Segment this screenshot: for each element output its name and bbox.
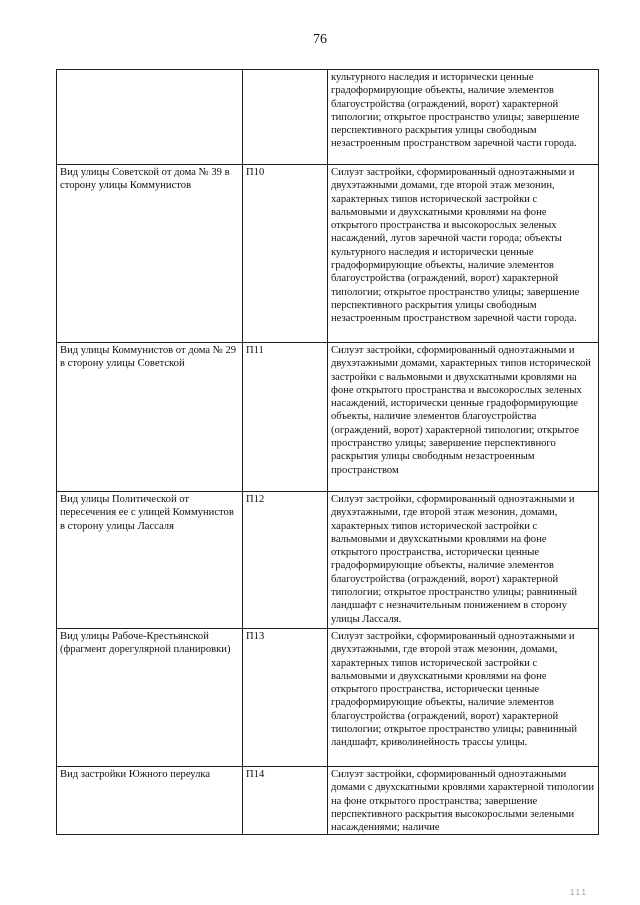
code-cell: П13	[243, 629, 328, 767]
view-cell: Вид улицы Советской от дома № 39 в сторону улицы Коммунистов	[57, 165, 243, 343]
view-cell: Вид улицы Рабоче-Крестьянской (фрагмент дорегулярной планировки)	[57, 629, 243, 767]
table-row	[57, 70, 599, 165]
description-cell: Силуэт застройки, сформированный одноэтажными домами с двухскатными кровлями характерной типологии на фоне открытого пространства; завершение перспективного раскрытия высокорослыми зелеными насаждениями; наличие	[328, 767, 599, 835]
table-row	[57, 767, 599, 835]
description-cell: культурного наследия и исторически ценные градоформирующие объекты, наличие элементов благоустройства (ограждений, ворот) характерной типологии; открытое пространство улицы; завершение перспективного раскрытия улицы свободным незастроенным пространством заречной части города.	[328, 70, 599, 165]
view-cell: Вид улицы Коммунистов от дома № 29 в сторону улицы Советской	[57, 343, 243, 492]
description-cell: Силуэт застройки, сформированный одноэтажными и двухэтажными, где второй этаж мезонин, домами, характерных типов исторической застройки с вальмовыми и двухскатными кровлями на фоне открытого пространства, исторически ценные градоформирующие объекты, наличие элементов благоустройства (ограждений, ворот) характерной типологии; открытое пространство улицы; равнинный ландшафт с незначительным понижением в сторону улицы Лассаля.	[328, 492, 599, 629]
page-number: 76	[313, 32, 327, 47]
table-row	[57, 492, 599, 629]
code-cell: П11	[243, 343, 328, 492]
view-cell: Вид застройки Южного переулка	[57, 767, 243, 835]
description-cell: Силуэт застройки, сформированный одноэтажными и двухэтажными домами, где второй этаж мезонин, характерных типов исторической застройки с вальмовыми и двухскатными кровлями на фоне открытого пространства и высокорослых зеленых насаждений, лугов заречной части города; объекты культурного наследия и исторически ценные градоформирующие объекты, наличие элементов благоустройства (ограждений, ворот) характерной типологии; открытое пространство улицы; завершение перспективного раскрытия улицы свободным незастроенным пространством заречной части города.	[328, 165, 599, 343]
description-cell: Силуэт застройки, сформированный одноэтажными и двухэтажными домами, характерных типов исторической застройки с вальмовыми и двухскатными кровлями на фоне открытого пространства и высокорослых зеленых насаждений, исторически ценные градоформирующие объекты, наличие элементов благоустройства (ограждений, ворот) характерной типологии; открытое пространство улицы; завершение перспективного раскрытия улицы свободным незастроенным пространством	[328, 343, 599, 492]
view-cell	[57, 70, 243, 165]
code-cell: П14	[243, 767, 328, 835]
views-table	[56, 69, 599, 835]
description-cell: Силуэт застройки, сформированный одноэтажными и двухэтажными, где второй этаж мезонин, домами, характерных типов исторической застройки с вальмовыми и двухскатными кровлями на фоне открытого пространства, исторически ценные градоформирующие объекты, наличие элементов благоустройства (ограждений, ворот) характерной типологии; открытое пространство улицы; равнинный ландшафт, криволинейность трассы улицы.	[328, 629, 599, 767]
view-cell: Вид улицы Политической от пересечения ее с улицей Коммунистов в сторону улицы Лассаля	[57, 492, 243, 629]
table-row	[57, 629, 599, 767]
code-cell: П12	[243, 492, 328, 629]
footer-mark: 111	[569, 888, 588, 897]
table-row	[57, 343, 599, 492]
code-cell	[243, 70, 328, 165]
table-row	[57, 165, 599, 343]
code-cell: П10	[243, 165, 328, 343]
